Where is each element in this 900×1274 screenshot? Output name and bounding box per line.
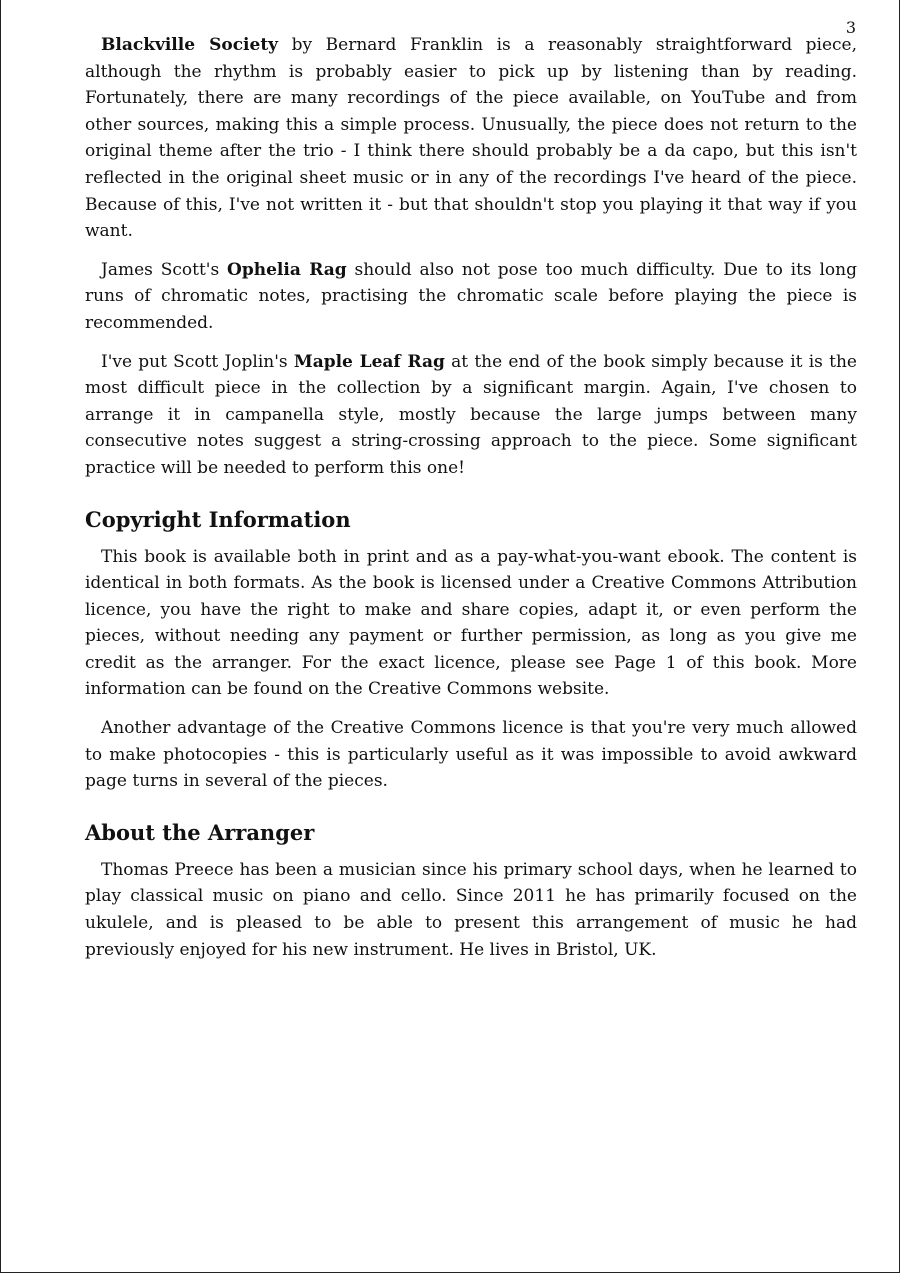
paragraph-text: I've put Scott Joplin's xyxy=(101,351,294,372)
copyright-heading: Copyright Information xyxy=(85,506,351,532)
page-content xyxy=(85,32,857,975)
page-number: 3 xyxy=(845,18,856,37)
paragraph-text: James Scott's xyxy=(101,259,228,280)
about-heading: About the Arranger xyxy=(85,819,315,845)
copyright-paragraph-1: This book is available both in print and as a pay-what-you-want ebook. The content is identical in both formats. As the book is licensed under a Creative Commons Attribution licence, you have the right to make and share copies, adapt it, or even perform the pieces, without needing any payment or further permission, as long as you give me credit as the arranger. For the exact licence, please see Page 1 of this book. More information can be found on the Creative Commons website. xyxy=(85,546,857,700)
copyright-paragraph-2: Another advantage of the Creative Commons licence is that you're very much allowed to make photocopies - this is particularly useful as it was impossible to avoid awkward page turns in several of the pieces. xyxy=(85,718,857,792)
piece-title-ophelia-rag: Ophelia Rag xyxy=(227,259,347,280)
about-paragraph: Thomas Preece has been a musician since his primary school days, when he learned to play classical music on piano and cello. Since 2011 he has primarily focused on the ukulele, and is pleased to be able to present this arrangement of music he had previously enjoyed for his new instrument. He lives in Bristol, UK. xyxy=(85,859,857,960)
paragraph-blackville-society xyxy=(85,32,857,245)
piece-title-blackville-society: Blackville Society xyxy=(101,35,279,55)
paragraph-ophelia-rag xyxy=(85,257,857,337)
piece-title-maple-leaf-rag: Maple Leaf Rag xyxy=(293,351,445,372)
paragraph-text: at the end of the book simply because it is the most difficult piece in the collection by a significant margin. Again, I've chosen to arrange it in campanella style, mostly because the large jumps between many consecutive notes suggest a string-crossing approach to the piece. Some significant practice will be needed to perform this one! xyxy=(85,351,857,478)
paragraph-text: by Bernard Franklin is a reasonably straightforward piece, although the rhythm is probably easier to pick up by listening than by reading. Fortunately, there are many recordings of the piece available, on YouTube and from other sources, making this a simple process. Unusually, the piece does not return to the original theme after the trio - I think there should probably be a da capo, but this isn't reflected in the original sheet music or in any of the recordings I've heard of the piece. Because of this, I've not written it - but that shouldn't stop you playing it that way if you want. xyxy=(85,35,857,242)
paragraph-text: should also not pose too much difficulty. Due to its long runs of chromatic notes, practising the chromatic scale before playing the piece is recommended. xyxy=(85,259,858,333)
paragraph-maple-leaf-rag xyxy=(85,349,857,482)
